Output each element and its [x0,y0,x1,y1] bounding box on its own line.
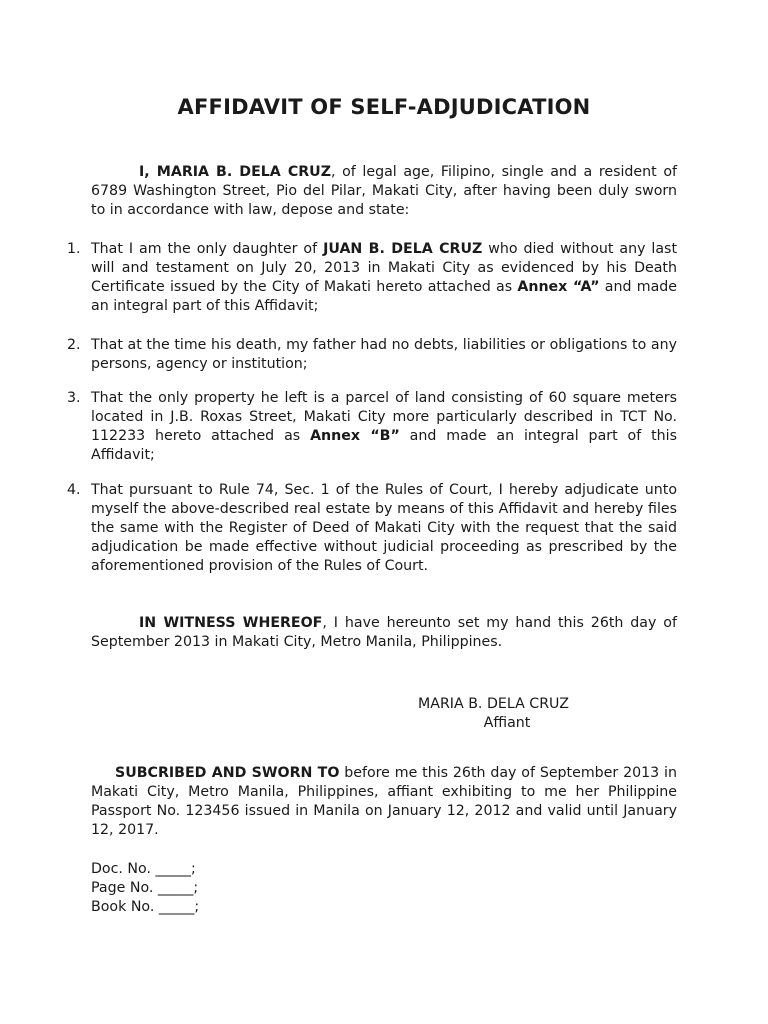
item-text: That at the time his death, my father had no debts, liabilities or obligations to any persons, agency or institution; [91,337,677,372]
jurat-text: before me this 26th day of September 2013 in Makati City, Metro Manila, Philippines, affiant exhibiting to me her Philippine Passport No. 123456 issued in Manila on January 12, 2012 and valid until January 12, 2017. [91,765,677,838]
item-text: That I am the only daughter of [91,241,324,257]
signature-role: Affiant [483,715,531,731]
affiant-name-bold: I, MARIA B. DELA CRUZ [139,164,331,180]
item-number: 4. [67,482,81,498]
signature-name: MARIA B. DELA CRUZ [418,696,569,712]
document-title: AFFIDAVIT OF SELF-ADJUDICATION [177,95,591,119]
item-text: and made an integral part of this Affidavit; [91,428,677,463]
intro-text: , of legal age, Filipino, single and a resident of 6789 Washington Street, Pio del Pilar, Makati City, after having been duly sworn to in accordance with law, depose and state: [91,164,677,218]
statement-item-2 [67,336,677,374]
statement-item-1 [67,240,678,316]
page-no-line: Page No. _____; [91,880,199,896]
annex-b-label: Annex “B” [310,428,400,444]
item-text: That pursuant to Rule 74, Sec. 1 of the Rules of Court, I hereby adjudicate unto myself the above-described real estate by means of this Affidavit and hereby files the same with the Register of Deed of Makati City with the request that the said adjudication be made effective without judicial proceeding as prescribed by the aforementioned provision of the Rules of Court. [91,482,677,574]
jurat-bold: SUBCRIBED AND SWORN TO [115,765,340,781]
intro-paragraph [91,163,677,220]
doc-no-line: Doc. No. _____; [91,861,196,877]
item-number: 3. [67,390,81,406]
statement-item-3 [67,389,677,465]
item-text: and made an integral part of this Affidavit; [91,279,677,314]
witness-bold: IN WITNESS WHEREOF [139,615,323,631]
decedent-name: JUAN B. DELA CRUZ [323,241,483,257]
jurat-paragraph [91,764,677,840]
item-text: That the only property he left is a parcel of land consisting of 60 square meters located in J.B. Roxas Street, Makati City more particularly described in TCT No. 112233 hereto attached as [91,390,677,444]
book-no-line: Book No. _____; [91,899,200,915]
annex-a-label: Annex “A” [517,279,600,295]
item-number: 1. [67,241,81,257]
witness-paragraph [91,614,677,652]
statement-item-4 [67,481,677,576]
item-text: who died without any last will and testament on July 20, 2013 in Makati City as evidenced by his Death Certificate issued by the City of Makati hereto attached as [91,241,678,295]
item-number: 2. [67,337,81,353]
witness-text: , I have hereunto set my hand this 26th day of September 2013 in Makati City, Metro Manila, Philippines. [91,615,677,650]
